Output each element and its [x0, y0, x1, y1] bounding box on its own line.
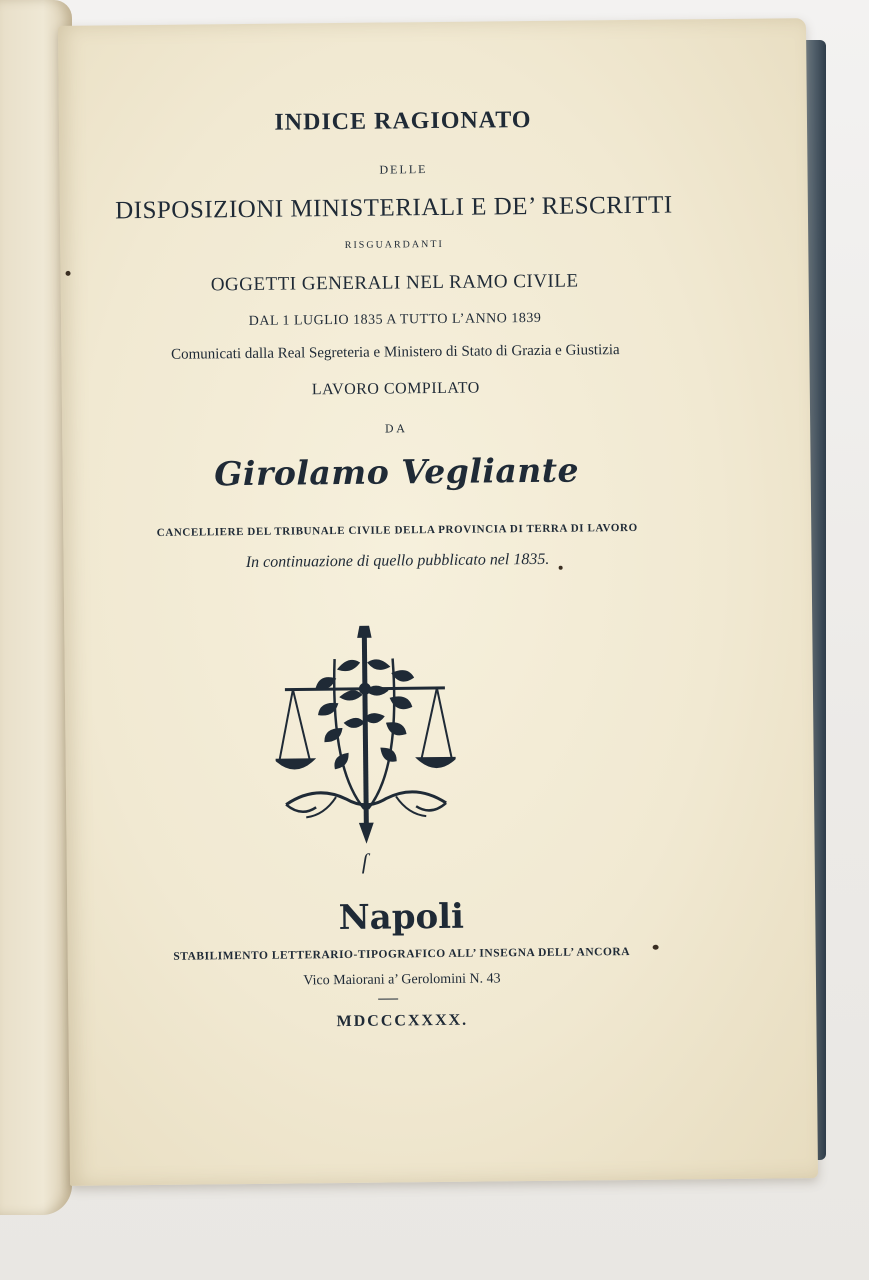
publication-place: Napoli	[338, 896, 465, 939]
scales-of-justice-emblem-icon	[274, 618, 456, 845]
title-line-5: OGGETTI GENERALI NEL RAMO CIVILE	[210, 270, 579, 296]
title-line-2: DELLE	[379, 162, 428, 177]
communicated-by-line: Comunicati dalla Real Segreteria e Ministero di Stato di Grazia e Giustizia	[171, 342, 620, 363]
foxing-spot	[66, 271, 71, 276]
publication-year: MDCCCXXXX.	[336, 1011, 469, 1031]
title-line-4: RISGUARDANTI	[344, 238, 444, 251]
foxing-spot	[559, 566, 563, 570]
foxing-spot	[653, 945, 659, 950]
continuation-note: In continuazione di quello pubblicato nel 1835.	[245, 550, 550, 572]
divider-rule	[378, 998, 398, 999]
by-line: DA	[384, 422, 408, 436]
title-line-1: INDICE RAGIONATO	[274, 106, 532, 136]
author-name: Girolamo Vegliante	[214, 450, 580, 494]
date-range-line: DAL 1 LUGLIO 1835 A TUTTO L’ANNO 1839	[248, 310, 542, 329]
work-compiled-line: LAVORO COMPILATO	[311, 379, 480, 399]
printer-address: Vico Maiorani a’ Gerolomini N. 43	[303, 971, 501, 989]
printer-name: STABILIMENTO LETTERARIO-TIPOGRAFICO ALL’ INSEGNA DELL’ ANCORA	[173, 946, 631, 963]
title-line-3: DISPOSIZIONI MINISTERIALI E DE’ RESCRITTI	[114, 191, 673, 225]
author-role: CANCELLIERE DEL TRIBUNALE CIVILE DELLA PROVINCIA DI TERRA DI LAVORO	[156, 521, 638, 539]
title-page	[58, 18, 818, 1186]
handwritten-mark: ſ	[361, 848, 368, 874]
